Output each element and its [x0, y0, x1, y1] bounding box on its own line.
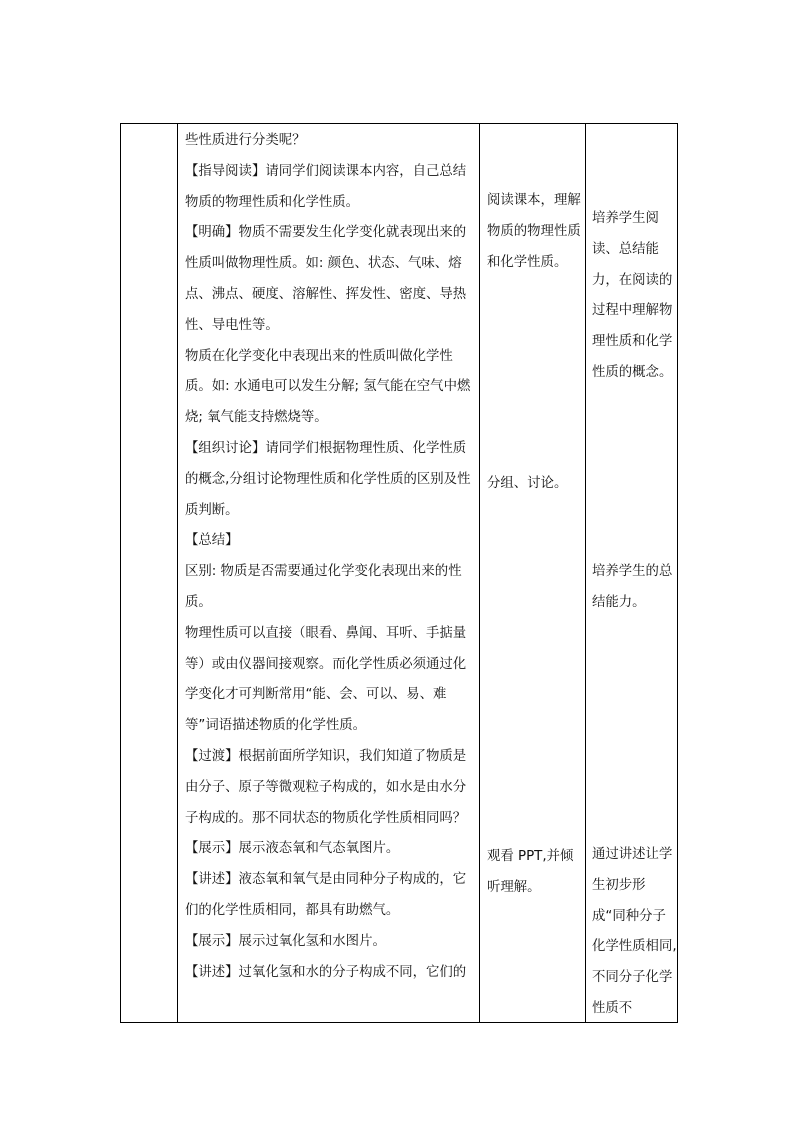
procedure-paragraph: 【讲述】液态氧和氧气是由同种分子构成的，它们的化学性质相同，都具有助燃气。: [185, 872, 467, 918]
student-activity-1: 阅读课本，理解物质的物理性质和化学性质。: [487, 193, 581, 270]
procedure-paragraph: 【总结】: [185, 533, 239, 549]
lesson-plan-table: [120, 123, 678, 1023]
procedure-paragraph: 区别: 物质是否需要通过化学变化表现出来的性质。: [185, 564, 462, 610]
procedure-paragraph: 【过渡】根据前面所学知识，我们知道了物质是由分子、原子等微观粒子构成的，如水是由水分子构成的。那不同状态的物质化学性质相同吗？: [185, 748, 467, 826]
student-activity-3: 观看 PPT,并倾听理解。: [487, 849, 574, 895]
design-intent-2: 培养学生的总结能力。: [592, 564, 673, 610]
column-divider: [177, 124, 178, 1022]
design-intent-1: 培养学生阅读、总结能力，在阅读的过程中理解物理性质和化学性质的概念。: [592, 211, 673, 380]
procedure-paragraph: 【讲述】过氧化氢和水的分子构成不同，它们的: [185, 964, 467, 980]
column-divider: [479, 124, 480, 1022]
procedure-paragraph: 【展示】展示液态氧和气态氧图片。: [185, 841, 400, 857]
procedure-paragraph: 物理性质可以直接（眼看、鼻闻、耳听、手掂量等）或由仪器间接观察。而化学性质必须通过化学变化才可判断常用“能、会、可以、易、难等”词语描述物质的化学性质。: [185, 625, 467, 734]
procedure-paragraph: 物质在化学变化中表现出来的性质叫做化学性质。如: 水通电可以发生分解; 氢气能在空气中燃烧; 氧气能支持燃烧等。: [185, 348, 471, 426]
column-divider: [585, 124, 586, 1022]
procedure-paragraph: 【指导阅读】请同学们阅读课本内容，自己总结物质的物理性质和化学性质。: [185, 163, 467, 210]
teaching-procedure-cell: [185, 126, 479, 988]
student-activity-2: 分组、讨论。: [487, 476, 568, 491]
design-intent-3: 通过讲述让学生初步形成“同种分子化学性质相同,不同分子化学性质不: [592, 847, 677, 1016]
procedure-paragraph: 【组织讨论】请同学们根据物理性质、化学性质的概念,分组讨论物理性质和化学性质的区别及性质判断。: [185, 440, 471, 518]
procedure-paragraph: 【展示】展示过氧化氢和水图片。: [185, 933, 386, 949]
procedure-paragraph: 【明确】物质不需要发生化学变化就表现出来的性质叫做物理性质。如: 颜色、状态、气味、熔点、沸点、硬度、溶解性、挥发性、密度、导热性、导电性等。: [185, 225, 467, 333]
procedure-paragraph: 些性质进行分类呢？: [185, 133, 306, 148]
